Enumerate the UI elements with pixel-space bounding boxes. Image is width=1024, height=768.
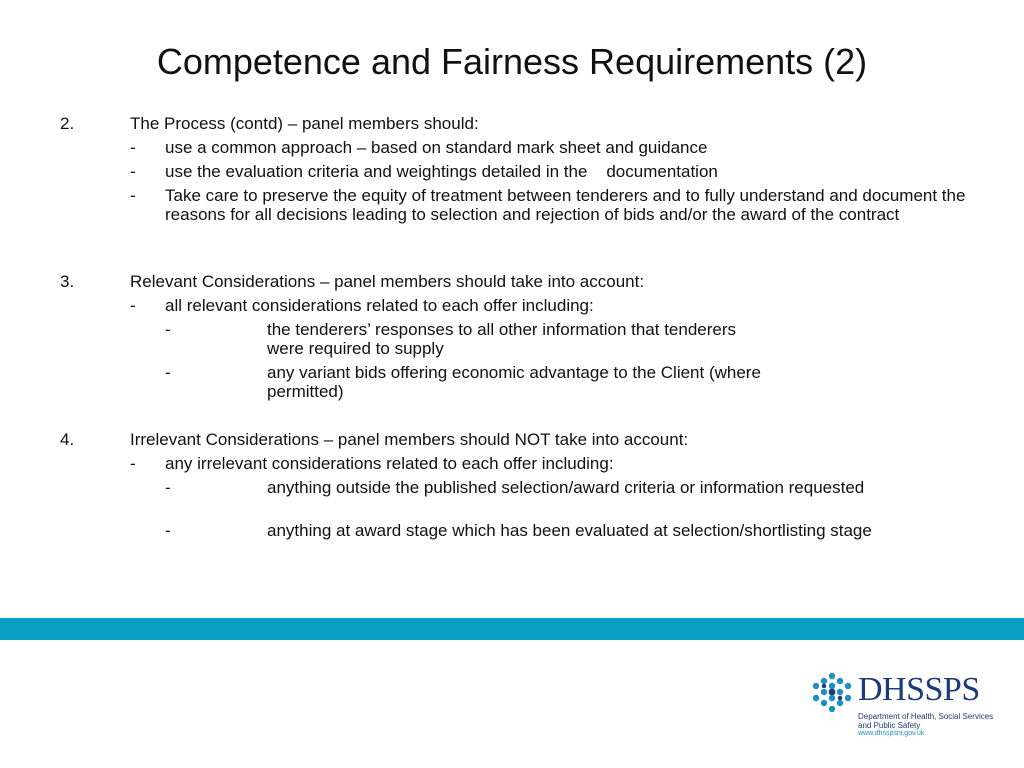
list-item-text: any irrelevant considerations related to each offer including:	[165, 454, 614, 473]
logo-url: www.dhsspsni.gov.uk	[858, 730, 925, 737]
bullet-dash: -	[165, 478, 171, 497]
sub-list-item-text: anything at award stage which has been evaluated at selection/shortlisting stage	[267, 521, 872, 540]
section-heading-text: The Process (contd) – panel members should:	[130, 114, 479, 133]
dhssps-logo	[810, 670, 1010, 745]
list-item-text: use a common approach – based on standard mark sheet and guidance	[165, 138, 708, 157]
bullet-dash: -	[165, 363, 171, 382]
list-item-text: use the evaluation criteria and weightings detailed in the documentation	[165, 162, 718, 181]
sub-list-item-text: any variant bids offering economic advantage to the Client (where permitted)	[267, 363, 761, 401]
logo-wordmark: DHSSPS	[858, 671, 980, 708]
section-number: 3.	[60, 272, 75, 291]
bullet-dash: -	[130, 138, 136, 157]
bullet-dash: -	[130, 162, 136, 181]
slide-title: Competence and Fairness Requirements (2)	[156, 41, 868, 82]
sub-list-item-text: anything outside the published selection/award criteria or information requested	[267, 478, 865, 497]
list-item-text: all relevant considerations related to each offer including:	[165, 296, 594, 315]
footer-band	[0, 618, 1024, 640]
section-heading-text: Irrelevant Considerations – panel members should NOT take into account:	[130, 430, 689, 449]
bullet-dash: -	[165, 521, 171, 540]
sub-list-item-text: the tenderers’ responses to all other information that tenderers were required to supply	[267, 320, 737, 358]
list-item-text: Take care to preserve the equity of treatment between tenderers and to fully understand and document the reasons for all decisions leading to selection and rejection of bids and/or the award of the contract	[165, 186, 966, 224]
bullet-dash: -	[130, 186, 136, 205]
section-number: 4.	[60, 430, 75, 449]
bullet-dash: -	[130, 454, 136, 473]
hexagon-cluster-icon	[810, 670, 854, 714]
logo-subtitle: Department of Health, Social Services and Public Safety	[858, 712, 994, 730]
section-heading-text: Relevant Considerations – panel members should take into account:	[130, 272, 645, 291]
section-number: 2.	[60, 114, 75, 133]
bullet-dash: -	[130, 296, 136, 315]
bullet-dash: -	[165, 320, 171, 339]
